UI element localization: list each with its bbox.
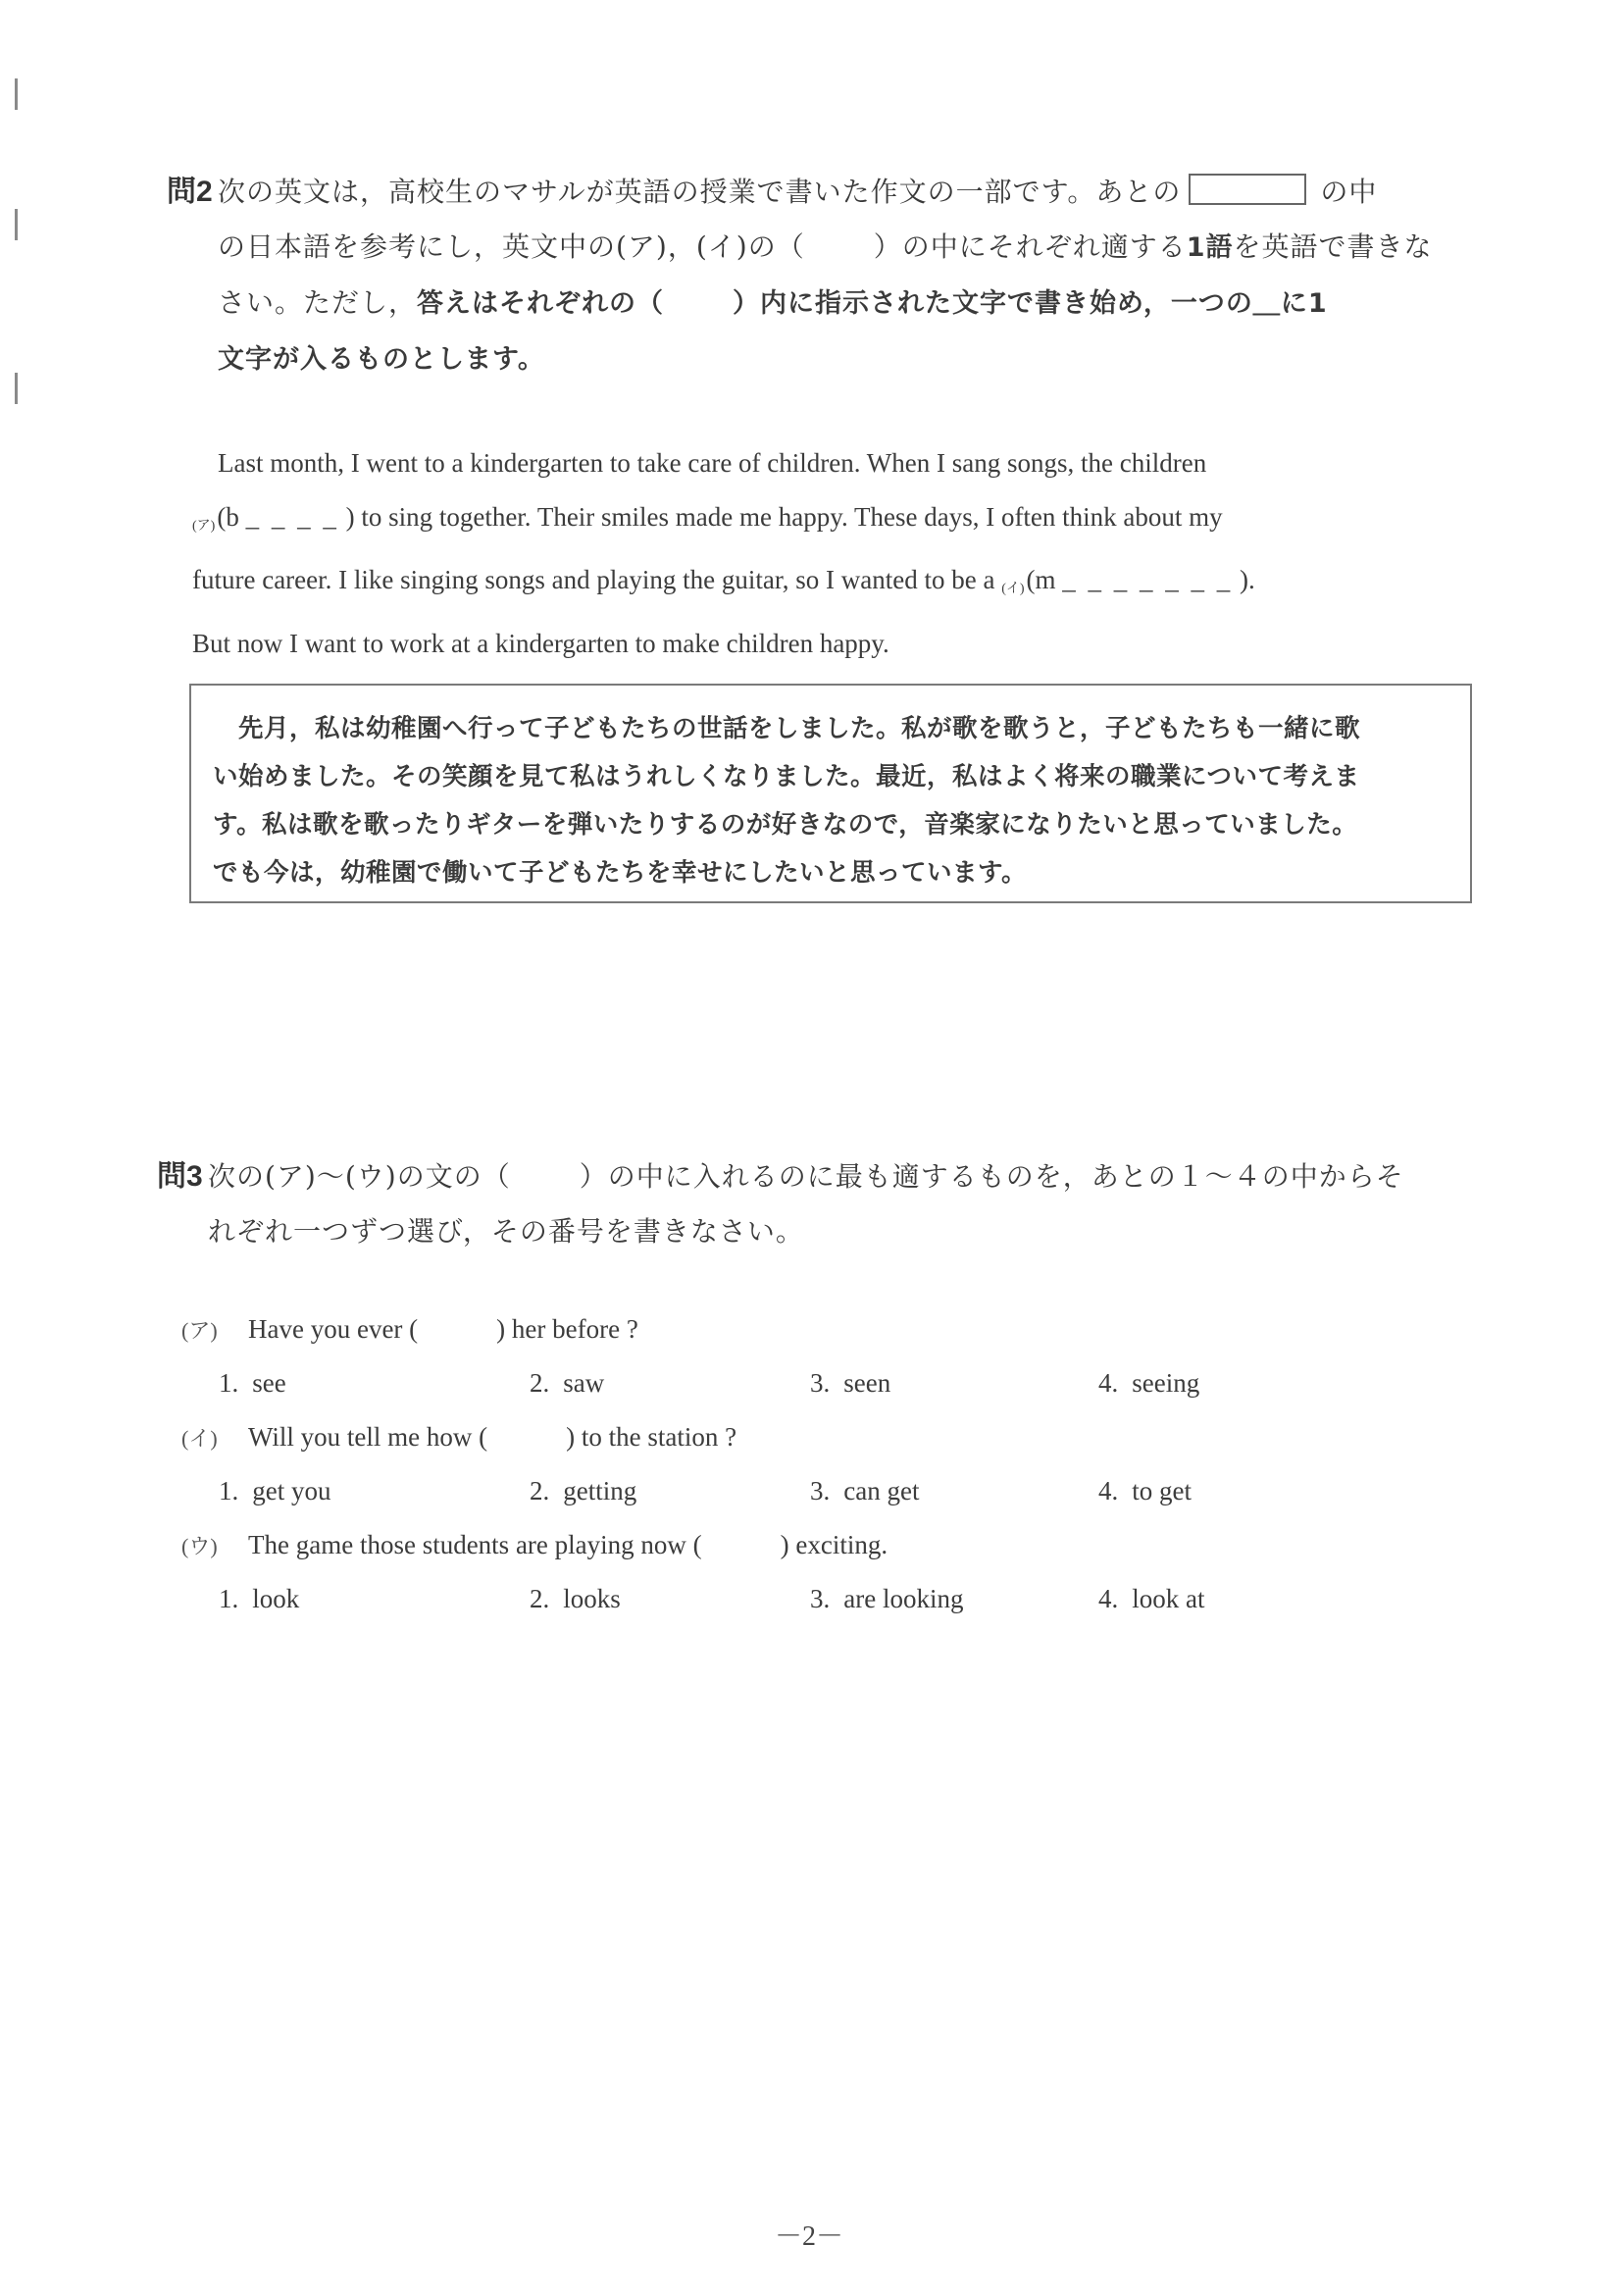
sentence-before: The game those students are playing now ( <box>248 1530 702 1559</box>
option-text: looks <box>563 1584 621 1613</box>
passage-line: But now I want to work at a kindergarten to make children happy. <box>192 628 889 658</box>
reference-box-icon <box>1189 174 1306 205</box>
option[interactable] <box>219 1363 286 1403</box>
sentence-after: ) to the station ? <box>566 1422 737 1452</box>
option-text: look at <box>1132 1584 1205 1613</box>
blank-end: ) <box>345 501 355 532</box>
option[interactable] <box>219 1579 299 1618</box>
answer-options <box>219 1579 1297 1618</box>
option-text: look <box>252 1584 300 1613</box>
japanese-line: でも今は，幼稚園で働いて子どもたちを幸せにしたいと思っています。 <box>213 858 1027 888</box>
question-number: 問2 <box>167 176 213 208</box>
option-text: getting <box>563 1476 637 1505</box>
option[interactable] <box>810 1579 963 1618</box>
option-text: get you <box>252 1476 331 1505</box>
question-3-instructions <box>157 1149 1471 1259</box>
instruction-emphasis: ）内に指示された文字で書き始め，一つの＿に1 <box>733 288 1328 319</box>
option-number: 1. <box>219 1584 239 1613</box>
instruction-text: ）の中にそれぞれ適する <box>873 230 1187 263</box>
japanese-line: い始めました。その笑顔を見て私はうれしくなりました。最近，私はよく将来の職業について考えま <box>213 762 1360 791</box>
question-item-a <box>181 1309 1280 1417</box>
question-number: 問3 <box>157 1160 203 1193</box>
instruction-emphasis: 1語 <box>1186 232 1234 263</box>
question-item-u <box>181 1525 1280 1633</box>
instruction-emphasis: 答えはそれぞれの（ <box>417 288 665 319</box>
item-marker: (ウ) <box>181 1534 218 1558</box>
option[interactable] <box>1098 1471 1192 1510</box>
blank-dashes: _ _ _ _ _ _ _ <box>1062 565 1234 594</box>
question-3-items <box>181 1309 1280 1633</box>
blank-marker-i: (イ) <box>1001 582 1025 596</box>
japanese-line: す。私は歌を歌ったりギターを弾いたりするのが好きなので，音楽家になりたいと思っていました。 <box>213 810 1358 840</box>
option-number: 3. <box>810 1584 831 1613</box>
option-text: saw <box>563 1368 605 1398</box>
option-text: are looking <box>843 1584 964 1613</box>
question-sentence <box>181 1525 888 1564</box>
passage-line <box>192 553 1477 617</box>
binding-mark <box>15 78 18 110</box>
binding-mark <box>15 373 18 404</box>
page-number: －2－ <box>775 2221 844 2252</box>
instruction-text: 次の(ア)～(ウ)の文の（ <box>208 1160 511 1193</box>
option-number: 1. <box>219 1476 239 1505</box>
japanese-line: 先月，私は幼稚園へ行って子どもたちの世話をしました。私が歌を歌うと，子どもたちも一緒に歌 <box>213 714 1361 743</box>
option[interactable] <box>1098 1579 1205 1618</box>
instruction-text: の中 <box>1320 176 1378 208</box>
sentence-after: ) her before ? <box>496 1314 638 1344</box>
option-text: see <box>252 1368 286 1398</box>
answer-blank-i[interactable] <box>1027 565 1255 594</box>
option-number: 4. <box>1098 1584 1119 1613</box>
instruction-emphasis: 文字が入るものとします。 <box>218 344 545 375</box>
question-item-i <box>181 1417 1280 1525</box>
option-text: can get <box>843 1476 920 1505</box>
option[interactable] <box>219 1471 331 1510</box>
option-text: seen <box>843 1368 891 1398</box>
sentence-before: Have you ever ( <box>248 1314 419 1344</box>
option-text: seeing <box>1132 1368 1200 1398</box>
question-sentence <box>181 1309 638 1349</box>
question-2-instructions <box>167 165 1481 387</box>
question-sentence <box>181 1417 736 1456</box>
blank-end: ). <box>1240 565 1255 594</box>
passage-text: to sing together. Their smiles made me happy. These days, I often think about my <box>354 501 1223 532</box>
item-marker: (ア) <box>181 1318 218 1343</box>
option[interactable] <box>530 1363 604 1403</box>
sentence-before: Will you tell me how ( <box>248 1422 488 1452</box>
option[interactable] <box>810 1363 890 1403</box>
item-marker: (イ) <box>181 1426 218 1451</box>
instruction-text: を英語で書きな <box>1233 230 1433 263</box>
blank-dashes: _ _ _ _ <box>245 501 339 532</box>
option[interactable] <box>530 1471 636 1510</box>
option-number: 2. <box>530 1368 550 1398</box>
option-number: 3. <box>810 1476 831 1505</box>
instruction-text: れぞれ一つずつ選び，その番号を書きなさい。 <box>208 1215 804 1248</box>
answer-options <box>219 1471 1297 1510</box>
instruction-text: ）の中に入れるのに最も適するものを，あとの１～４の中からそ <box>579 1160 1404 1193</box>
blank-start: (m <box>1026 565 1056 594</box>
option[interactable] <box>530 1579 621 1618</box>
passage-line: Last month, I went to a kindergarten to take care of children. When I sang songs, the children <box>218 448 1207 478</box>
option-number: 1. <box>219 1368 239 1398</box>
instruction-text: の日本語を参考にし，英文中の(ア)，(イ)の（ <box>218 230 805 263</box>
sentence-after: ) exciting. <box>780 1530 888 1559</box>
binding-mark <box>15 209 18 240</box>
option[interactable] <box>810 1471 919 1510</box>
option[interactable] <box>1098 1363 1199 1403</box>
passage-line <box>192 490 1477 554</box>
answer-options <box>219 1363 1297 1403</box>
answer-blank-a[interactable] <box>217 502 354 532</box>
passage-text: future career. I like singing songs and playing the guitar, so I wanted to be a <box>192 565 1002 594</box>
instruction-text: さい。ただし， <box>218 286 418 319</box>
instruction-text: 次の英文は，高校生のマサルが英語の授業で書いた作文の一部です。あとの <box>218 176 1182 208</box>
option-number: 2. <box>530 1476 550 1505</box>
english-passage <box>192 436 1477 670</box>
option-number: 3. <box>810 1368 831 1398</box>
japanese-reference-box <box>189 684 1472 903</box>
option-number: 4. <box>1098 1368 1119 1398</box>
option-text: to get <box>1132 1476 1192 1505</box>
option-number: 2. <box>530 1584 550 1613</box>
blank-start: (b <box>217 501 239 532</box>
option-number: 4. <box>1098 1476 1119 1505</box>
blank-marker-a: (ア) <box>192 518 216 534</box>
